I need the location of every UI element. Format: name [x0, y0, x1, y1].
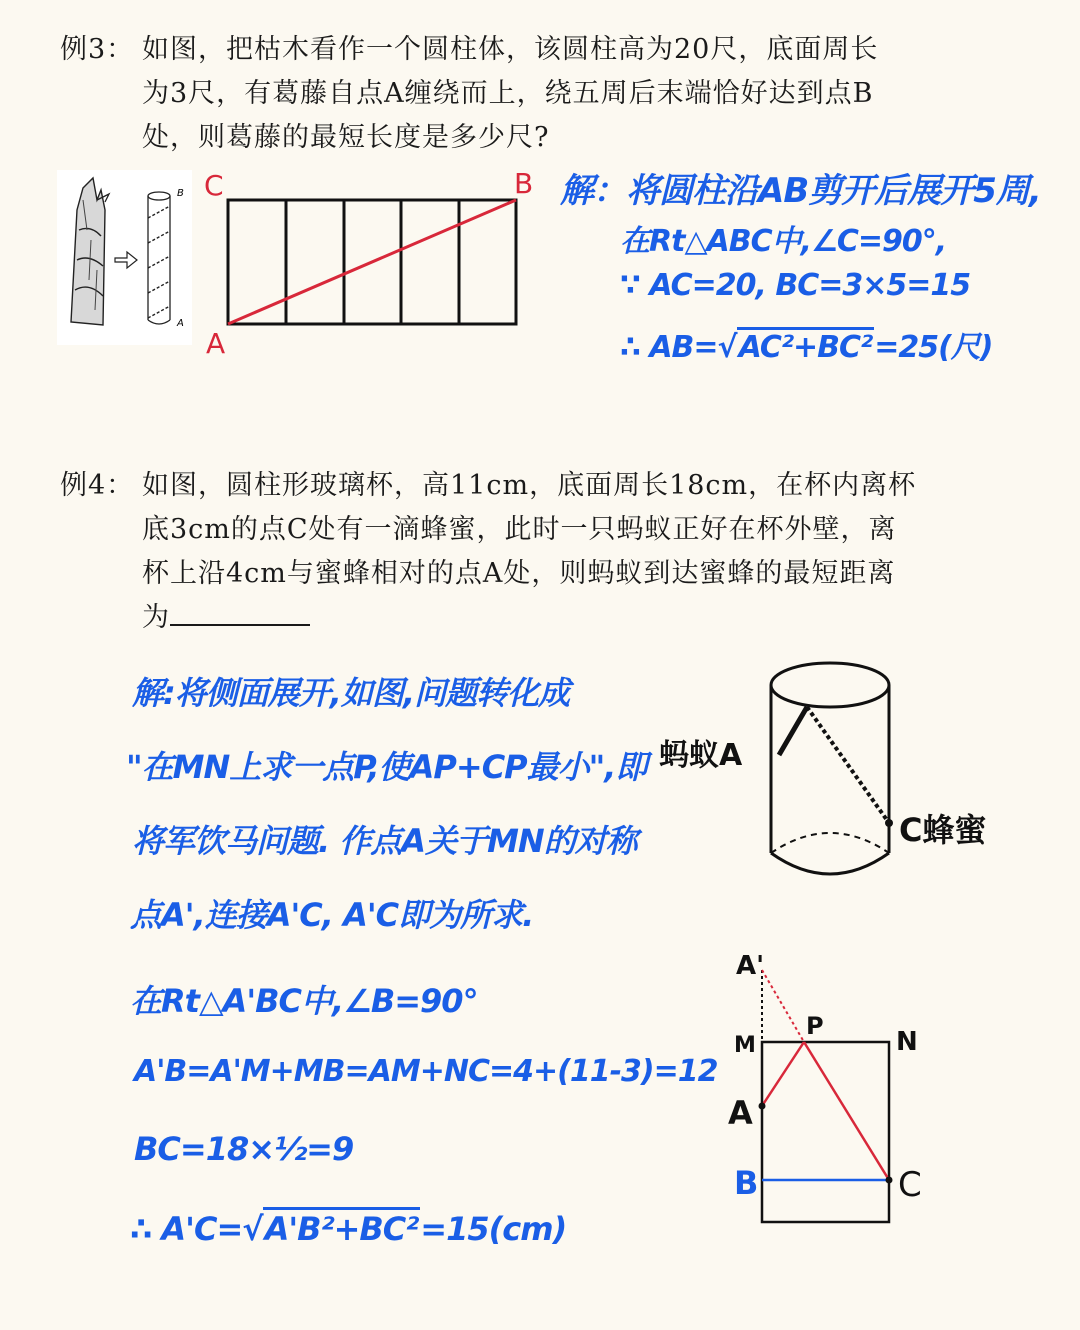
- example-4-last-word: 为: [142, 602, 170, 633]
- unfolded-side-diagram: [720, 940, 950, 1230]
- ex4-solution-line-7: BC=18×½=9: [134, 1130, 354, 1168]
- glass-cylinder-diagram: [655, 655, 1035, 895]
- ant-path-outside: [779, 707, 807, 755]
- segment-a-p: [762, 1042, 804, 1106]
- ex3-solution-line-4: [620, 322, 993, 366]
- point-n-label: N: [896, 1027, 918, 1057]
- example-4-line-3: 杯上沿4cm与蜜蜂相对的点A处，则蚂蚁到达蜜蜂的最短距离: [142, 558, 896, 589]
- cylinder-top-ellipse: [771, 663, 889, 707]
- tree-to-cylinder-illustration: [57, 170, 192, 345]
- side-rectangle: [762, 1042, 889, 1222]
- example-3-line-1: 如图，把枯木看作一个圆柱体，该圆柱高为20尺，底面周长: [142, 34, 879, 65]
- unfolded-rectangle-diagram: [200, 165, 545, 365]
- ex4-solution-final-suffix: =15(cm): [420, 1210, 567, 1248]
- point-a-label: A: [206, 327, 226, 360]
- example-4-line-2: 底3cm的点C处有一滴蜂蜜，此时一只蚂蚁正好在杯外壁，离: [142, 514, 897, 545]
- ex4-solution-line-1: 解:将侧面展开,如图,问题转化成: [132, 674, 570, 712]
- example-3-problem: [60, 28, 1030, 160]
- example-4-line-1: 如图，圆柱形玻璃杯，高11cm，底面周长18cm，在杯内离杯: [142, 470, 917, 501]
- point-b-label: B: [514, 167, 534, 200]
- ex4-solution-line-3: 将军饮马问题. 作点A关于MN的对称: [132, 822, 637, 860]
- point-b-label-2: B: [734, 1164, 759, 1202]
- ex3-solution-radicand: AC²+BC²: [737, 327, 875, 365]
- ex4-solution-final-prefix: ∴ A'C=√: [130, 1210, 263, 1248]
- ant-path-inside: [807, 707, 889, 823]
- ex3-solution-line-4-prefix: ∴ AB=√: [620, 330, 737, 365]
- point-p-label: P: [806, 1012, 824, 1040]
- ex4-solution-final: [130, 1210, 566, 1248]
- ex3-solution-line-3: ∵ AC=20, BC=3×5=15: [620, 268, 971, 303]
- example-4-line-4: [142, 596, 310, 640]
- point-c-label-2: C: [898, 1165, 922, 1205]
- point-m-label: M: [734, 1033, 756, 1058]
- ex4-solution-line-4: 点A',连接A'C, A'C即为所求.: [130, 896, 534, 934]
- small-cylinder-label-a: A: [177, 318, 184, 329]
- ex4-solution-line-5: 在Rt△A'BC中,∠B=90°: [130, 982, 478, 1020]
- segment-p-c: [804, 1042, 889, 1180]
- diagonal-ab: [228, 200, 516, 324]
- example-3-line-3: 处，则葛藤的最短长度是多少尺?: [142, 122, 550, 153]
- ex4-solution-line-6: A'B=A'M+MB=AM+NC=4+(11-3)=12: [134, 1054, 718, 1089]
- ex4-solution-line-2: "在MN上求一点P,使AP+CP最小",即: [126, 748, 647, 786]
- ex3-solution-line-2: 在Rt△ABC中,∠C=90°,: [620, 224, 947, 259]
- ex3-solution-line-4-suffix: =25(尺): [874, 330, 993, 365]
- honey-c-label: C蜂蜜: [899, 811, 987, 849]
- ex3-solution-line-1: 解：将圆柱沿AB剪开后展开5周,: [560, 171, 1041, 211]
- example-4-problem: [60, 464, 1030, 640]
- ant-a-label: 蚂蚁A: [659, 738, 743, 773]
- dashed-a1-p: [762, 970, 804, 1042]
- point-a-label-2: A: [728, 1094, 753, 1132]
- point-a-prime-label: A': [736, 951, 765, 981]
- ex4-solution-radicand: A'B²+BC²: [263, 1207, 421, 1248]
- example-3-label: 例3：: [60, 34, 135, 65]
- example-3-line-2: 为3尺，有葛藤自点A缠绕而上，绕五周后末端恰好达到点B: [142, 78, 874, 109]
- small-cylinder-label-b: B: [177, 188, 184, 199]
- point-c-label: C: [204, 169, 224, 202]
- example-4-label: 例4：: [60, 470, 135, 501]
- answer-blank: [170, 598, 310, 626]
